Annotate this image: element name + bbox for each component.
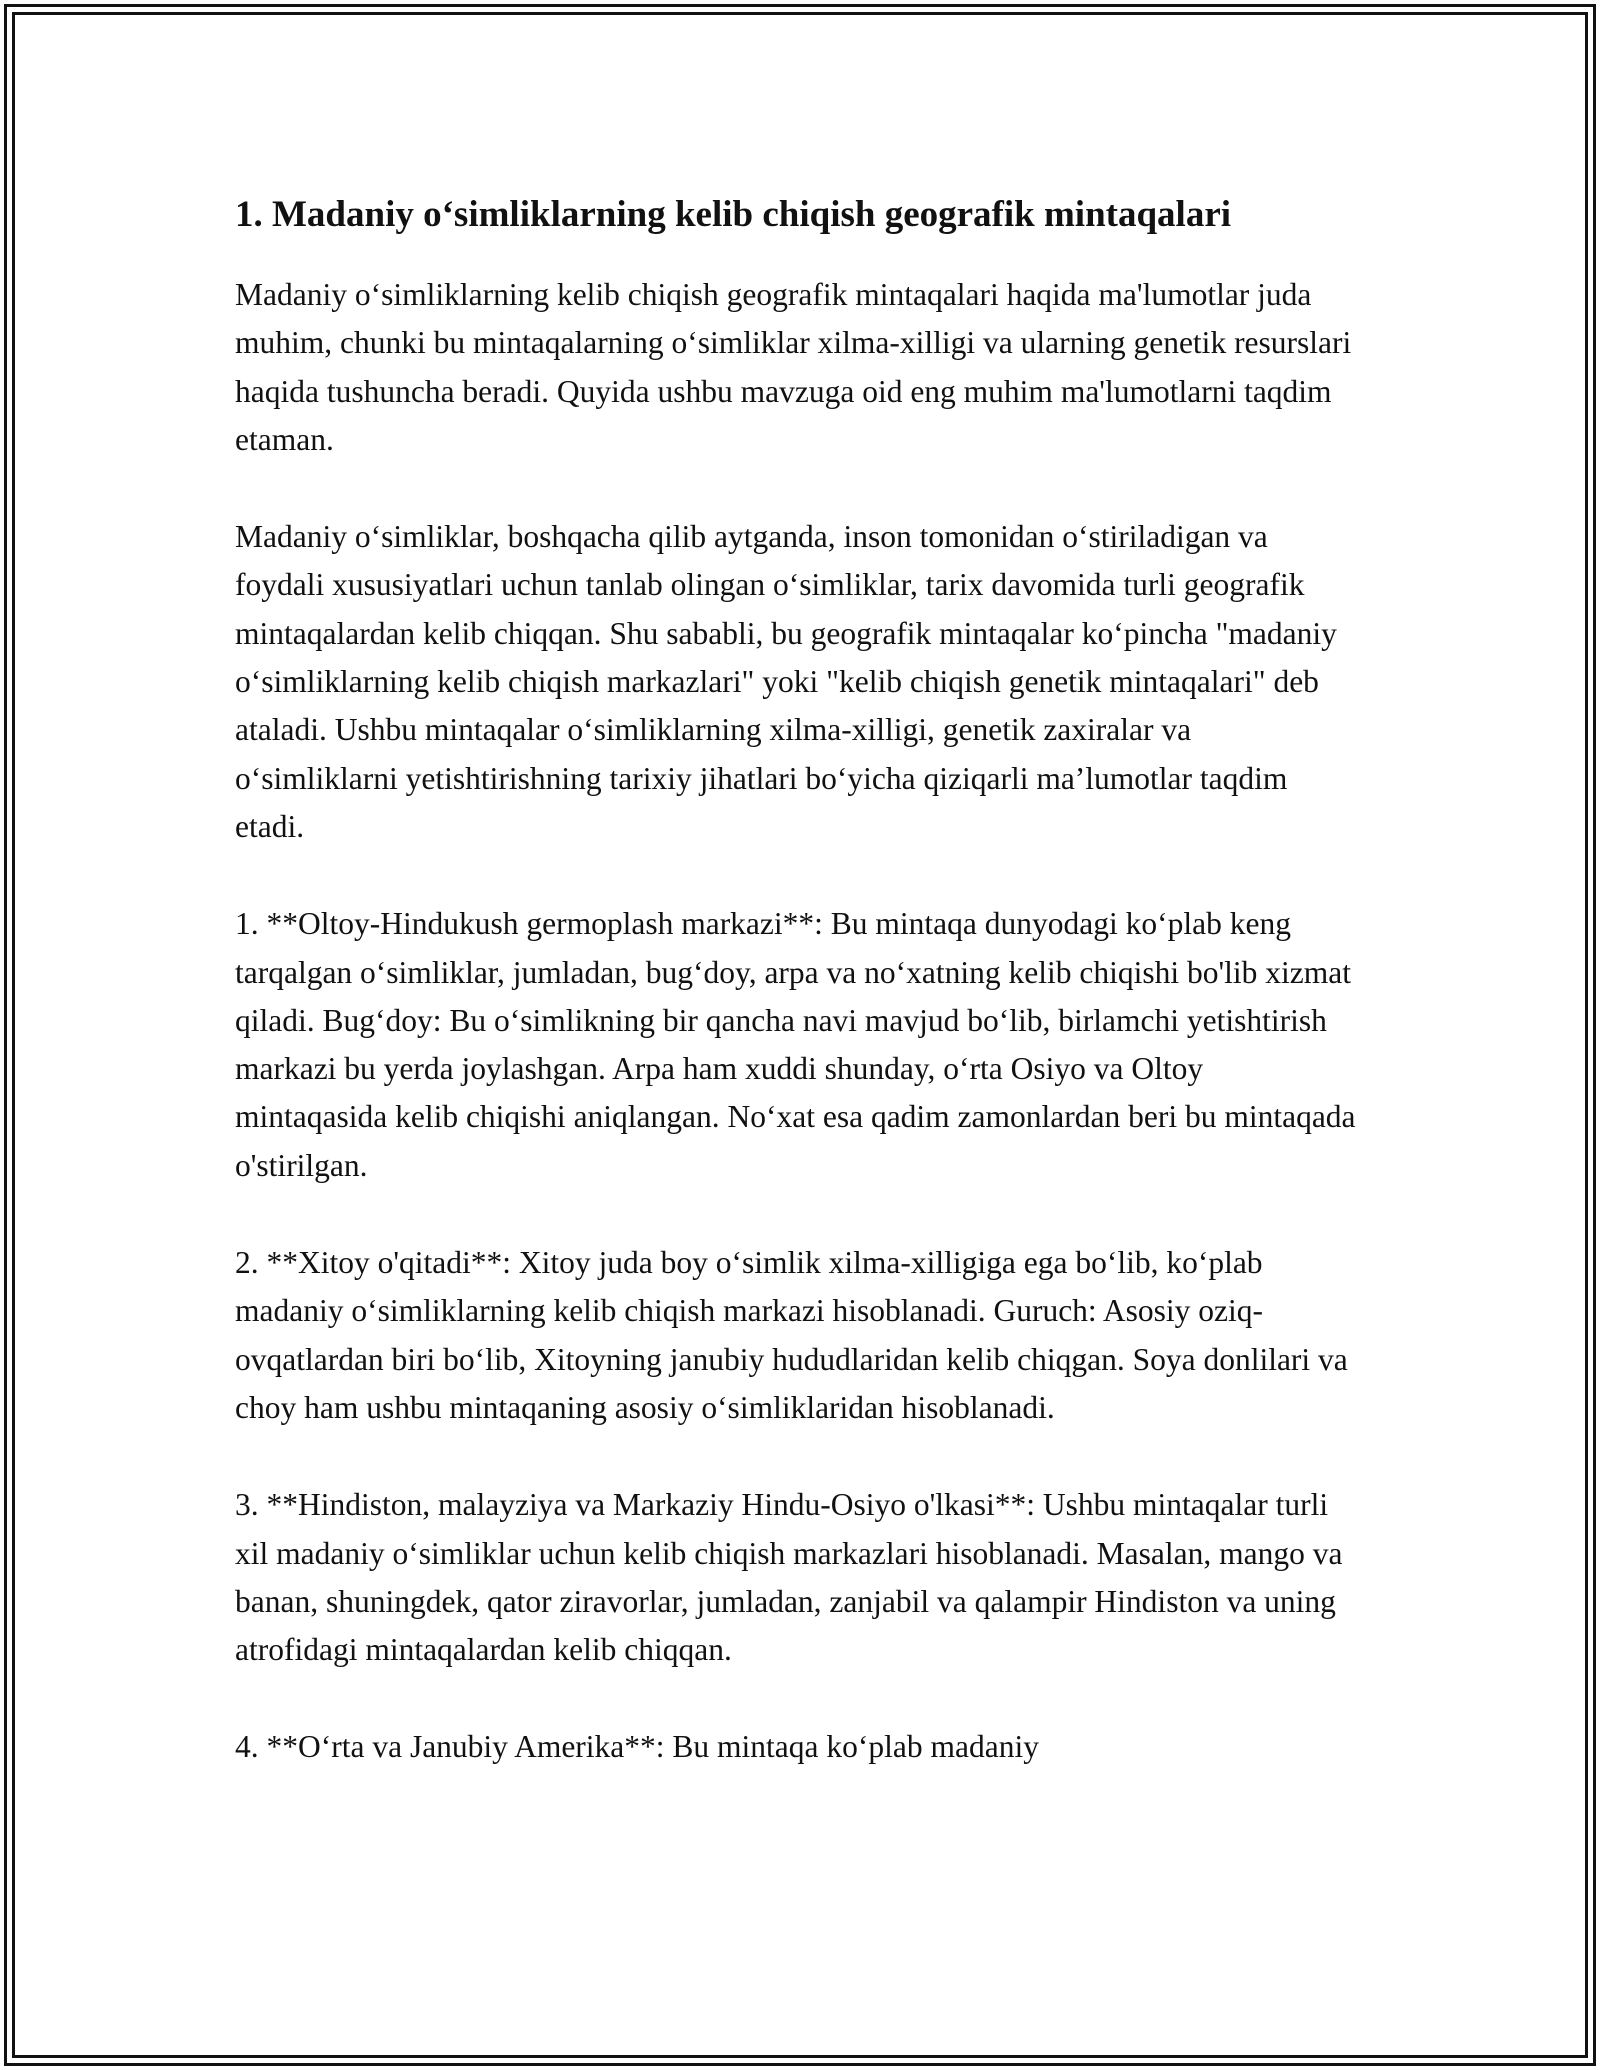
document-body — [235, 185, 1375, 1821]
paragraph-item-4: 4. **O‘rta va Janubiy Amerika**: Bu mintaqa ko‘plab madaniy — [235, 1729, 1039, 1765]
document-title: 1. Madaniy o‘simliklarning kelib chiqish geografik mintaqalari — [235, 194, 1232, 235]
paragraph-item-3: 3. **Hindiston, malayziya va Markaziy Hindu-Osiyo o'lkasi**: Ushbu mintaqalar turli xil madaniy o‘simliklar uchun kelib chiqish markazlari hisoblanadi. Masalan, mango va banan, shuningdek, qator ziravorlar, jumladan, zanjabil va qalampir Hindiston va uning atrofidagi mintaqalardan kelib chiqqan. — [235, 1487, 1343, 1668]
paragraph-intro: Madaniy o‘simliklarning kelib chiqish geografik mintaqalari haqida ma'lumotlar juda muhim, chunki bu mintaqalarning o‘simliklar xilma-xilligi va ularning genetik resurslari haqida tushuncha beradi. Quyida ushbu mavzuga oid eng muhim ma'lumotlarni taqdim etaman. — [235, 277, 1352, 457]
paragraph-item-2: 2. **Xitoy o'qitadi**: Xitoy juda boy o‘simlik xilma-xilligiga ega bo‘lib, ko‘plab madaniy o‘simliklarning kelib chiqish markazi hisoblanadi. Guruch: Asosiy oziq-ovqatlardan biri bo‘lib, Xitoyning janubiy hududlaridan kelib chiqgan. Soya donlilari va choy ham ushbu mintaqaning asosiy o‘simliklaridan hisoblanadi. — [235, 1245, 1348, 1425]
paragraph-item-1: 1. **Oltoy-Hindukush germoplash markazi**: Bu mintaqa dunyodagi ko‘plab keng tarqalgan o‘simliklar, jumladan, bug‘doy, arpa va no‘xatning kelib chiqishi bo'lib xizmat qiladi. Bug‘doy: Bu o‘simlikning bir qancha navi mavjud bo‘lib, birlamchi yetishtirish markazi bu yerda joylashgan. Arpa ham xuddi shunday, o‘rta Osiyo va Oltoy mintaqasida kelib chiqishi aniqlangan. No‘xat esa qadim zamonlardan beri bu mintaqada o'stirilgan. — [235, 906, 1356, 1183]
paragraph-definition: Madaniy o‘simliklar, boshqacha qilib aytganda, inson tomonidan o‘stiriladigan va foydali xususiyatlari uchun tanlab olingan o‘simliklar, tarix davomida turli geografik mintaqalardan kelib chiqqan. Shu sababli, bu geografik mintaqalar ko‘pincha "madaniy o‘simliklarning kelib chiqish markazlari" yoki "kelib chiqish genetik mintaqalari" deb ataladi. Ushbu mintaqalar o‘simliklarning xilma-xilligi, genetik zaxiralar va o‘simliklarni yetishtirishning tarixiy jihatlari bo‘yicha qiziqarli ma’lumotlar taqdim etadi. — [235, 519, 1337, 844]
